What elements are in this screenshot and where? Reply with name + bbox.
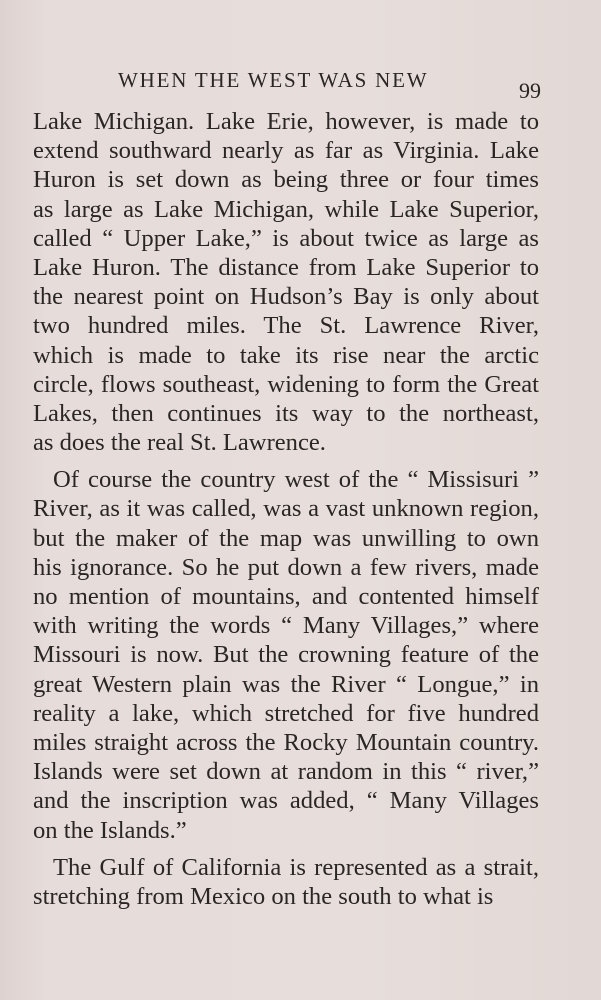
text-line: reality a lake, which stretched for five hundred bbox=[33, 699, 539, 727]
text-line: Lake Michigan. Lake Erie, however, is made to bbox=[33, 108, 539, 135]
text-line: Missouri is now. But the crowning feature of the bbox=[33, 641, 539, 669]
text-line: the nearest point on Hudson’s Bay is only about bbox=[33, 283, 539, 311]
text-line: Lake Huron. The distance from Lake Superior to bbox=[33, 253, 539, 281]
running-head bbox=[0, 64, 601, 103]
text-line: called “ Upper Lake,” is about twice as large as bbox=[33, 224, 539, 252]
text-line: as large as Lake Michigan, while Lake Superior, bbox=[33, 195, 539, 223]
page-number: 99 bbox=[519, 78, 541, 103]
paragraph bbox=[33, 853, 539, 911]
running-title: WHEN THE WEST WAS NEW bbox=[118, 68, 429, 92]
paragraph-gap bbox=[33, 845, 539, 853]
paragraph bbox=[33, 465, 539, 844]
text-line: Islands were set down at random in this “ river,” bbox=[33, 758, 539, 786]
text-line: Of course the country west of the “ Missisuri ” bbox=[53, 466, 539, 494]
text-line: no mention of mountains, and contented himself bbox=[33, 583, 539, 610]
text-line: his ignorance. So he put down a few rivers, made bbox=[33, 553, 539, 581]
text-line: Lakes, then continues its way to the northeast, bbox=[33, 399, 539, 427]
text-line: miles straight across the Rocky Mountain country. bbox=[33, 728, 539, 756]
text-line: on the Islands.” bbox=[33, 816, 187, 844]
paragraph bbox=[33, 107, 539, 457]
text-line: River, as it was called, was a vast unknown region, bbox=[33, 495, 539, 523]
paragraph-gap bbox=[33, 457, 539, 465]
text-line: The Gulf of California is represented as a strait, bbox=[53, 853, 539, 881]
text-line: but the maker of the map was unwilling to own bbox=[33, 524, 539, 552]
body-text bbox=[33, 107, 539, 911]
text-line: great Western plain was the River “ Longue,” in bbox=[33, 670, 539, 698]
text-line: Huron is set down as being three or four times bbox=[33, 166, 539, 194]
text-line: extend southward nearly as far as Virginia. Lake bbox=[33, 137, 539, 165]
text-line: which is made to take its rise near the arctic bbox=[33, 341, 539, 369]
text-line: and the inscription was added, “ Many Villages bbox=[33, 787, 539, 815]
text-line: as does the real St. Lawrence. bbox=[33, 429, 326, 457]
text-line: circle, flows southeast, widening to form the Great bbox=[33, 370, 539, 398]
text-line: with writing the words “ Many Villages,” where bbox=[33, 612, 539, 640]
text-line: stretching from Mexico on the south to what is bbox=[33, 882, 494, 910]
text-line: two hundred miles. The St. Lawrence River, bbox=[33, 312, 539, 340]
